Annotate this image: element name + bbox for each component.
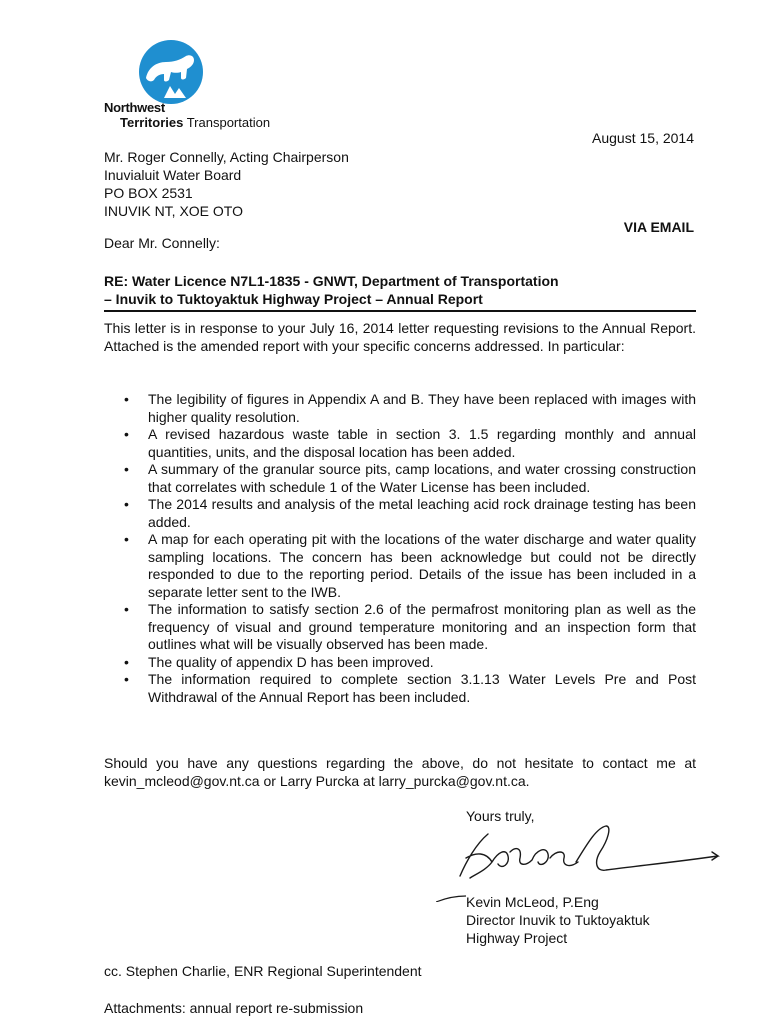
list-item: [104, 654, 696, 672]
list-item: [104, 496, 696, 531]
signatory-title2: Highway Project: [466, 930, 568, 946]
list-item-text: The quality of appendix D has been improved.: [148, 653, 434, 670]
bullet-icon: •: [124, 653, 129, 670]
polar-bear-icon: [134, 38, 208, 106]
intro-paragraph: This letter is in response to your July 16, 2014 letter requesting revisions to the Annual Report. Attached is the amended report with your specific concerns addressed. In particular:: [104, 320, 696, 354]
signatory-name: Kevin McLeod, P.Eng: [466, 894, 599, 910]
org-territories: Territories: [120, 115, 184, 130]
closing: Yours truly,: [466, 808, 535, 824]
signatory-title1: Director Inuvik to Tuktoyaktuk: [466, 912, 650, 928]
salutation: Dear Mr. Connelly:: [104, 235, 220, 251]
list-item: [104, 531, 696, 601]
recipient-org: Inuvialuit Water Board: [104, 167, 242, 183]
bullet-icon: •: [124, 531, 129, 547]
delivery-method: VIA EMAIL: [623, 219, 694, 235]
recipient-name: Mr. Roger Connelly, Acting Chairperson: [104, 149, 349, 165]
bullet-icon: •: [124, 426, 129, 442]
signatory-block: [466, 893, 650, 947]
letterhead-logo: [100, 38, 320, 138]
list-item-text: The information to satisfy section 2.6 of the permafrost monitoring plan as well as the frequency of visual and ground temperature monitoring and an inspection form that outlines what will be visually observed has been made.: [148, 601, 696, 652]
list-item: [104, 671, 696, 706]
list-item-text: A summary of the granular source pits, camp locations, and water crossing construction that correlates with schedule 1 of the Water License has been included.: [148, 461, 696, 495]
subject-line2: – Inuvik to Tuktoyaktuk Highway Project – Annual Report: [104, 291, 483, 307]
contact-paragraph: Should you have any questions regarding the above, do not hesitate to contact me at kevin_mcleod@gov.nt.ca or Larry Purcka at larry_purcka@gov.nt.ca.: [104, 755, 696, 789]
cc-line: cc. Stephen Charlie, ENR Regional Superintendent: [104, 963, 422, 979]
list-item: [104, 426, 696, 461]
list-item-text: The information required to complete section 3.1.13 Water Levels Pre and Post Withdrawal of the Annual Report has been included.: [148, 671, 696, 705]
subject-line1: RE: Water Licence N7L1-1835 - GNWT, Department of Transportation: [104, 273, 559, 289]
list-item-text: A revised hazardous waste table in section 3. 1.5 regarding monthly and annual quantities, units, and the disposal location has been added.: [148, 426, 696, 460]
bullet-icon: •: [124, 601, 129, 617]
list-item: [104, 391, 696, 426]
org-department: Transportation: [183, 115, 271, 130]
bullet-icon: •: [124, 391, 129, 407]
list-item-text: The 2014 results and analysis of the metal leaching acid rock drainage testing has been added.: [148, 496, 696, 530]
subject-line: [104, 272, 696, 312]
attachments-line: Attachments: annual report re-submission: [104, 1000, 364, 1016]
bullet-icon: •: [124, 461, 129, 477]
letter-date: August 15, 2014: [592, 130, 694, 146]
list-item-text: The legibility of figures in Appendix A and B. They have been replaced with images with higher quality resolution.: [148, 391, 696, 425]
list-item: [104, 461, 696, 496]
list-item: [104, 601, 696, 654]
recipient-address: [104, 148, 349, 220]
org-name-line2: [120, 115, 270, 130]
bullet-icon: •: [124, 496, 129, 512]
org-name-line1: Northwest: [104, 100, 165, 115]
list-item-text: A map for each operating pit with the locations of the water discharge and water quality sampling locations. The concern has been acknowledge but could not be directly responded to due to the reporting period. Details of the issue has been included in a separate letter sent to the IWB.: [148, 531, 696, 600]
recipient-pobox: PO BOX 2531: [104, 185, 193, 201]
concerns-list: [104, 391, 696, 706]
bullet-icon: •: [124, 671, 129, 687]
recipient-city: INUVIK NT, XOE OTO: [104, 203, 243, 219]
